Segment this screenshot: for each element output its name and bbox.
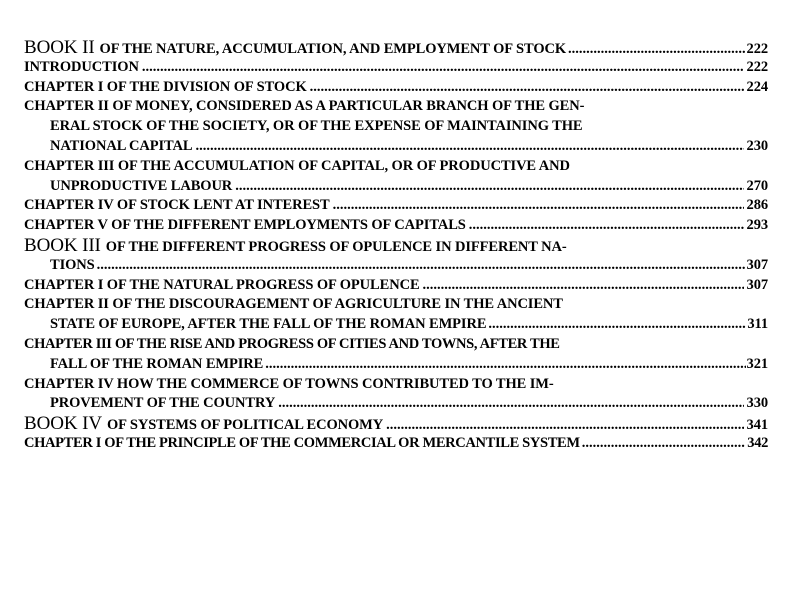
toc-entry-book-3-chapter-3[interactable] [24, 335, 768, 375]
dot-leader [488, 315, 746, 335]
dot-leader [582, 434, 746, 454]
dot-leader [97, 256, 746, 276]
table-of-contents [24, 38, 768, 454]
dot-leader [469, 216, 744, 236]
toc-entry-book-2-chapter-5[interactable] [24, 216, 768, 236]
toc-entry-introduction[interactable] [24, 58, 768, 78]
book-label: BOOK II [24, 37, 95, 58]
entry-line [24, 157, 768, 177]
entry-line [24, 394, 768, 414]
toc-entry-book-3-chapter-2[interactable] [24, 295, 768, 335]
page-number: 321 [746, 355, 768, 372]
entry-title: CHAPTER II OF MONEY, CONSIDERED AS A PARTICULAR BRANCH OF THE GEN- [24, 98, 585, 115]
entry-title: CHAPTER I OF THE NATURAL PROGRESS OF OPULENCE [24, 276, 420, 293]
entry-title: ERAL STOCK OF THE SOCIETY, OR OF THE EXPENSE OF MAINTAINING THE [50, 118, 583, 135]
toc-entry-book-2-chapter-1[interactable] [24, 78, 768, 98]
dot-leader [142, 58, 744, 78]
entry-line [24, 335, 768, 355]
toc-entry-book-3-chapter-1[interactable] [24, 276, 768, 296]
dot-leader [310, 78, 744, 98]
entry-title: CHAPTER V OF THE DIFFERENT EMPLOYMENTS OF CAPITALS [24, 217, 466, 234]
page-number: 222 [746, 41, 768, 57]
entry-line [24, 117, 768, 137]
dot-leader [423, 276, 744, 296]
page-number: 307 [746, 276, 768, 293]
page-number: 222 [746, 58, 768, 75]
toc-entry-book-3-chapter-4[interactable] [24, 375, 768, 415]
toc-entry-book-4[interactable] [24, 414, 768, 434]
entry-title: INTRODUCTION [24, 58, 139, 75]
page-number: 224 [746, 78, 768, 95]
entry-line [24, 355, 768, 375]
entry-title: CHAPTER IV OF STOCK LENT AT INTEREST [24, 197, 330, 214]
book-label: BOOK III [24, 234, 101, 256]
toc-entry-book-4-chapter-1[interactable] [24, 434, 768, 454]
entry-title: CHAPTER I OF THE PRINCIPLE OF THE COMMERCIAL OR MERCANTILE SYSTEM [24, 434, 580, 451]
toc-entry-book-2[interactable] [24, 38, 768, 58]
entry-line [24, 177, 768, 197]
entry-title: TIONS [50, 256, 95, 273]
entry-title: NATIONAL CAPITAL [50, 137, 193, 154]
toc-entry-book-2-chapter-4[interactable] [24, 196, 768, 216]
entry-title: CHAPTER I OF THE DIVISION OF STOCK [24, 78, 307, 95]
page-number: 286 [746, 197, 768, 214]
entry-line [24, 295, 768, 315]
book-label: BOOK IV [24, 413, 102, 435]
entry-title: OF THE DIFFERENT PROGRESS OF OPULENCE IN DIFFERENT NA- [105, 238, 567, 255]
page-number: 341 [746, 417, 768, 434]
dot-leader [333, 196, 744, 216]
entry-title: PROVEMENT OF THE COUNTRY [50, 395, 276, 412]
page-number: 307 [746, 256, 768, 273]
dot-leader [278, 394, 743, 414]
entry-title: CHAPTER II OF THE DISCOURAGEMENT OF AGRICULTURE IN THE ANCIENT [24, 296, 563, 313]
toc-entry-book-2-chapter-3[interactable] [24, 157, 768, 197]
entry-line [24, 315, 768, 335]
page-number: 342 [747, 434, 768, 451]
page-number: 330 [746, 395, 768, 412]
page-number: 230 [746, 137, 768, 154]
entry-title: OF THE NATURE, ACCUMULATION, AND EMPLOYMENT OF STOCK [99, 41, 567, 57]
entry-title: FALL OF THE ROMAN EMPIRE [50, 355, 264, 372]
toc-entry-book-3[interactable] [24, 236, 768, 276]
entry-line [24, 256, 768, 276]
entry-title: CHAPTER III OF THE ACCUMULATION OF CAPITAL, OR OF PRODUCTIVE AND [24, 157, 570, 174]
page-number: 293 [746, 217, 768, 234]
dot-leader [195, 137, 743, 157]
page-number: 270 [746, 177, 768, 194]
entry-title: CHAPTER IV HOW THE COMMERCE OF TOWNS CONTRIBUTED TO THE IM- [24, 375, 554, 392]
entry-title: OF SYSTEMS OF POLITICAL ECONOMY [106, 417, 384, 434]
entry-line [24, 137, 768, 157]
entry-title: UNPRODUCTIVE LABOUR [50, 177, 233, 194]
dot-leader [235, 177, 743, 197]
page-number: 311 [747, 316, 768, 333]
entry-line [24, 375, 768, 395]
dot-leader [265, 355, 745, 375]
entry-title: STATE OF EUROPE, AFTER THE FALL OF THE ROMAN EMPIRE [50, 316, 487, 333]
entry-title: CHAPTER III OF THE RISE AND PROGRESS OF CITIES AND TOWNS, AFTER THE [24, 335, 560, 352]
entry-line [24, 236, 768, 256]
toc-entry-book-2-chapter-2[interactable] [24, 97, 768, 156]
entry-line [24, 97, 768, 117]
